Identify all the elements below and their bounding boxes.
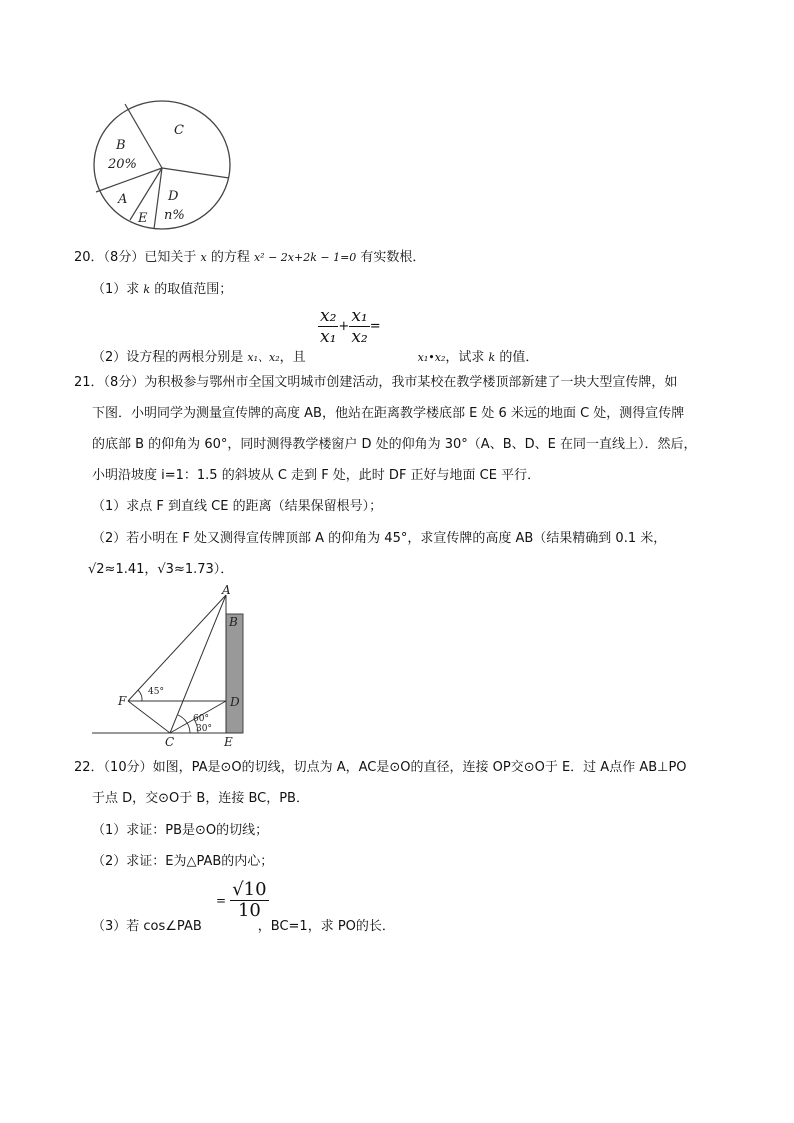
q20-equation: x² − 2x+2k − 1=0 bbox=[253, 251, 357, 264]
q20-part1-a: （1）求 bbox=[92, 282, 144, 297]
q22-part3-a: （3）若 cos∠PAB bbox=[92, 919, 202, 934]
pie-label-d: D bbox=[168, 189, 179, 204]
pie-label-d-percent: n% bbox=[164, 208, 185, 223]
q21-part2: （2）若小明在 F 处又测得宣传牌顶部 A 的仰角为 45°，求宣传牌的高度 AB（结果精确到 0.1 米， bbox=[92, 531, 667, 546]
angle-arc-45 bbox=[138, 690, 142, 701]
q20-stem bbox=[74, 249, 425, 267]
q21-figure bbox=[90, 585, 260, 755]
q20-var-x: x bbox=[200, 251, 207, 264]
pie-chart bbox=[92, 100, 237, 235]
q20-number: 20． bbox=[74, 250, 104, 265]
q20-fraction-expression bbox=[318, 306, 381, 347]
q20-score: （8分） bbox=[103, 250, 145, 265]
q21-part1: （1）求点 F 到直线 CE 的距离（结果保留根号）； bbox=[92, 499, 383, 514]
line-c-a bbox=[170, 595, 226, 733]
q20-part1-b: 的取值范围； bbox=[150, 282, 233, 297]
q22-part2: （2）求证：E为△PAB的内心； bbox=[92, 854, 274, 869]
q20-part2 bbox=[92, 349, 538, 367]
q22-part3-b: ，BC=1，求 PO的长． bbox=[257, 919, 395, 934]
line-f-c bbox=[128, 701, 170, 733]
q20-fraction-1-numerator: x₂ bbox=[320, 306, 337, 326]
label-e: E bbox=[224, 735, 233, 749]
q20-var-k: k bbox=[143, 283, 151, 296]
q22-fraction-denominator: 10 bbox=[237, 900, 261, 921]
q21-line4: 小明沿坡度 i=1：1.5 的斜坡从 C 走到 F 处，此时 DF 正好与地面 CE 平行． bbox=[92, 468, 541, 483]
q20-stem-text-b: 的方程 bbox=[206, 250, 254, 265]
q22-line2: 于点 D，交⊙O于 B，连接 BC，PB． bbox=[92, 791, 309, 806]
q20-part2-c: ，试求 bbox=[445, 350, 489, 365]
q20-product: x₁•x₂ bbox=[417, 351, 446, 364]
q20-part2-d: 的值． bbox=[495, 350, 539, 365]
q22-fraction-numerator: √10 bbox=[232, 879, 267, 900]
pie-label-e: E bbox=[138, 211, 148, 226]
q22-line1: 22．（10分）如图，PA是⊙O的切线，切点为 A，AC是⊙O的直径，连接 OP交⊙O于 E．过 A点作 AB⊥PO bbox=[74, 760, 687, 775]
label-angle-60: 60° bbox=[193, 714, 209, 724]
label-c: C bbox=[165, 735, 175, 749]
q20-equals: = bbox=[369, 319, 381, 334]
q20-fraction-1 bbox=[318, 306, 338, 347]
label-angle-30: 30° bbox=[196, 724, 212, 734]
pie-label-a: A bbox=[118, 192, 128, 207]
angle-arc-60 bbox=[178, 715, 190, 733]
q22-part3-equals: = bbox=[216, 893, 227, 908]
label-d: D bbox=[230, 695, 240, 709]
q20-fraction-1-denominator: x₁ bbox=[320, 327, 337, 347]
q20-var-k-2: k bbox=[488, 351, 496, 364]
label-a: A bbox=[222, 585, 231, 597]
q20-plus: + bbox=[338, 319, 350, 334]
q22-part1: （1）求证：PB是⊙O的切线； bbox=[92, 823, 269, 838]
q21-line1: 21．（8分）为积极参与鄂州市全国文明城市创建活动，我市某校在教学楼顶部新建了一块大型宣传牌，如 bbox=[74, 375, 678, 390]
pie-label-b: B bbox=[116, 138, 126, 153]
q20-fraction-2-denominator: x₂ bbox=[351, 327, 368, 347]
q22-part3-fraction bbox=[216, 880, 269, 921]
q20-stem-text-c: 有实数根． bbox=[356, 250, 426, 265]
label-f: F bbox=[118, 694, 127, 708]
q20-fraction-2 bbox=[349, 306, 369, 347]
q22-fraction bbox=[230, 880, 268, 921]
q20-part1 bbox=[92, 281, 232, 299]
building-wall bbox=[226, 614, 243, 733]
label-angle-45: 45° bbox=[148, 687, 164, 697]
pie-label-b-percent: 20% bbox=[108, 157, 137, 172]
q21-line2: 下图．小明同学为测量宣传牌的高度 AB，他站在距离教学楼底部 E 处 6 米远的地面 C 处，测得宣传牌 bbox=[92, 406, 685, 421]
q20-roots: x₁、x₂ bbox=[247, 351, 280, 364]
pie-label-c: C bbox=[174, 123, 184, 138]
q20-part2-a: （2）设方程的两根分别是 bbox=[92, 350, 248, 365]
q20-part2-b: ，且 bbox=[279, 350, 306, 365]
q21-line3: 的底部 B 的仰角为 60°，同时测得教学楼窗户 D 处的仰角为 30°（A、B、D、E 在同一直线上）．然后， bbox=[92, 437, 697, 452]
line-f-a bbox=[128, 595, 226, 701]
q21-part3: √2≈1.41，√3≈1.73）． bbox=[88, 562, 234, 577]
label-b: B bbox=[229, 615, 238, 629]
q22-part3 bbox=[92, 918, 395, 936]
q20-stem-text-a: 已知关于 bbox=[144, 250, 201, 265]
q20-fraction-2-numerator: x₁ bbox=[351, 306, 368, 326]
